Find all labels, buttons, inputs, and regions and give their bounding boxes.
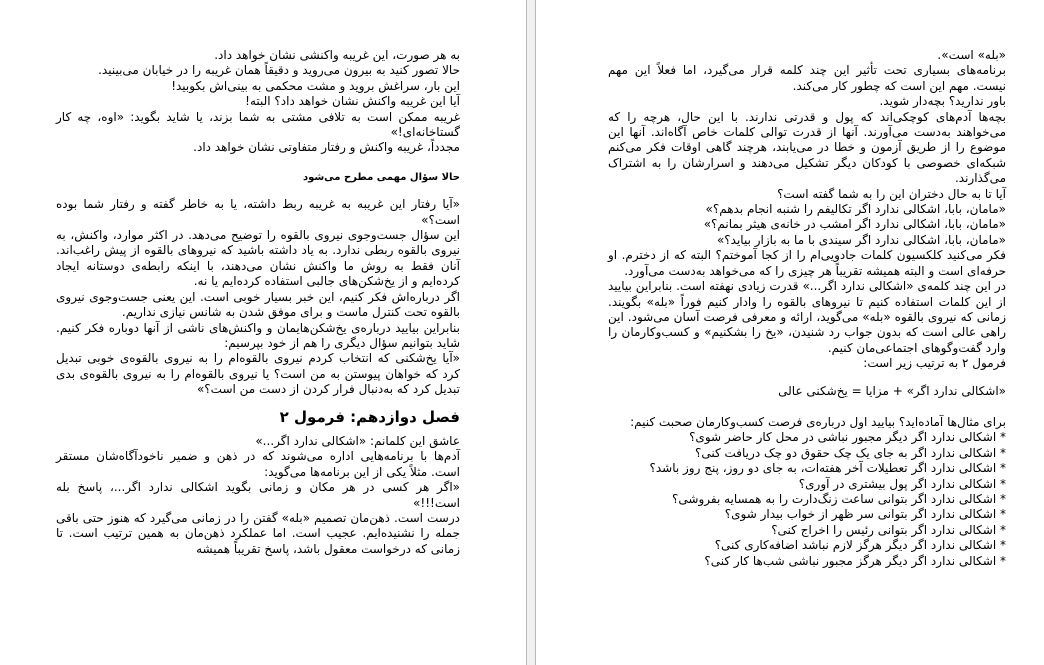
paragraph: آدم‌ها با برنامه‌هایی اداره می‌شوند که در ذهن و ضمیر ناخودآگاه‌شان مستقر است. مثلاً یکی از این برنامه‌ها می‌گوید: xyxy=(56,449,460,479)
quote-line: «مامان، بابا، اشکالی ندارد اگر امشب در خانه‌ی هیثر بمانم؟» xyxy=(703,217,1006,232)
paragraph: فرمول ۲ به ترتیب زیر است: xyxy=(863,356,1006,371)
right-page xyxy=(608,0,1006,665)
paragraph: باور ندارید؟ بچه‌دار شوید. xyxy=(879,94,1006,109)
paragraph: «اگر هر کسی در هر مکان و زمانی بگوید اشکالی ندارد اگر...، پاسخ بله است!!!» xyxy=(56,480,460,510)
paragraph: بچه‌ها آدم‌های کوچکی‌اند که پول و قدرتی ندارند. با این حال، هرچه را که می‌خواهند به‌دست می‌آورند. آنها از قدرت توالی کلمات خاص آگاه‌اند. آنها این موضوع را از طریق آزمون و خطا در می‌یابند، هرچند گاهی اوقات فکر می‌کنم شبکه‌ای خصوصی با کودکان دیگر تشکیل می‌دهند و اسرارشان را به اشتراک می‌گذارند. xyxy=(608,109,1006,186)
left-page xyxy=(56,0,460,665)
list-item: * اشکالی ندارد اگر دیگر هرگز مجبور نباشی شب‌ها کار کنی؟ xyxy=(704,553,1006,568)
paragraph: آیا تا به حال دختران این را به شما گفته است؟ xyxy=(777,186,1006,201)
section-subheading: حالا سؤال مهمی مطرح می‌شود xyxy=(302,171,460,183)
paragraph: برای مثال‌ها آماده‌اید؟ بیایید اول درباره‌ی فرصت کسب‌وکارمان صحبت کنیم: xyxy=(630,414,1006,429)
paragraph: عاشق این کلمانم: «اشکالی ندارد اگر...» xyxy=(255,433,460,448)
paragraph: آیا این غریبه واکنش نشان خواهد داد؟ البته! xyxy=(245,94,460,109)
formula-line: «اشکالی ندارد اگر» + مزایا = یخ‌شکنی عالی xyxy=(778,383,1006,398)
paragraph: فکر می‌کنید کلکسیون کلمات جادویی‌ام را از کجا آموختم؟ البته که از دخترم. او حرفه‌ای است و البته همیشه تقریباً هر چیزی را که می‌خواهد به‌دست می‌آورد. xyxy=(608,248,1006,278)
quote-line: «مامان، بابا، اشکالی ندارد اگر سیندی با ما به بازار بیاید؟» xyxy=(716,232,1006,247)
paragraph: مجدداً، غریبه واکنش و رفتار متفاوتی نشان خواهد داد. xyxy=(193,140,460,155)
paragraph: این سؤال جست‌وجوی نیروی بالقوه را توضیح می‌دهد. در اکثر موارد، واکنش، به نیروی بالقوه ربطی ندارد. به یاد داشته باشید که نیروهای بالقوه از پیش راغب‌اند. آنان فقط به روش ما واکنش نشان می‌دهند، با اینکه رابطه‌ی دوستانه ایجاد کرده‌ایم و از یخ‌شکن‌های جالبی استفاده کرده‌ایم یا نه. xyxy=(56,228,460,289)
list-item: * اشکالی ندارد اگر بتوانی ساعت زنگ‌دارت را به همسایه بفروشی؟ xyxy=(672,491,1006,506)
paragraph: بنابراین بیایید درباره‌ی یخ‌شکن‌هایمان و واکنش‌های ناشی از آنها دوباره فکر کنیم. شاید بتوانیم سؤال دیگری را هم از خود بپرسیم: xyxy=(56,320,460,350)
paragraph: غریبه ممکن است به تلافی مشتی به شما بزند، یا شاید بگوید: «اوه، چه کار گستاخانه‌ای!» xyxy=(56,109,460,140)
quote-line: «مامان، بابا، اشکالی ندارد اگر تکالیفم را شنبه انجام بدهم؟» xyxy=(705,202,1006,217)
paragraph: در این چند کلمه‌ی «اشکالی ندارد اگر...» قدرت زیادی نهفته است. بنابراین بیایید از این کلمات استفاده کنیم تا نیروهای بالقوه را وادار کنیم فوراً «بله» بگویند. زمانی که نیروی بالقوه «بله» می‌گوید، ارائه و معرفی فرصت آسان می‌شود. این راهی عالی است که بدون جواب رد شنیدن، «یخ را بشکنیم» و کسب‌وکارمان را وارد گفت‌وگوهای اجتماعی‌مان کنیم. xyxy=(608,279,1006,355)
paragraph: این بار، سراغش بروید و مشت محکمی به بینی‌اش بکوبید! xyxy=(171,78,460,93)
list-item: * اشکالی ندارد اگر بتوانی سر ظهر از خواب بیدار شوی؟ xyxy=(724,507,1006,522)
paragraph: «بله» است». xyxy=(937,48,1006,62)
page-gutter xyxy=(526,0,536,665)
list-item: * اشکالی ندارد اگر دیگر هرگز لازم نباشد اضافه‌کاری کنی؟ xyxy=(714,538,1006,553)
list-item: * اشکالی ندارد اگر بتوانی رئیس را اخراج کنی؟ xyxy=(771,522,1006,537)
list-item: * اشکالی ندارد اگر دیگر مجبور نباشی در محل کار حاضر شوی؟ xyxy=(689,430,1006,445)
paragraph: درست است. ذهن‌مان تصمیم «بله» گفتن را در زمانی می‌گیرد که هنوز حتی باقی جمله را نشنیده‌ایم. عجیب است. اما عملکرد ذهن‌مان به همین ترتیب است. تا زمانی که درخواست معقول باشد، پاسخ تقریباً همیشه xyxy=(56,510,460,556)
paragraph: اگر درباره‌اش فکر کنیم، این خبر بسیار خوبی است. این یعنی جست‌وجوی نیروی بالقوه تحت کنترل ماست و برای موفق شدن به شانس نیازی نداریم. xyxy=(56,289,460,320)
list-item: * اشکالی ندارد اگر پول بیشتری در آوری؟ xyxy=(798,476,1006,491)
list-item: * اشکالی ندارد اگر به جای یک چک حقوق دو چک دریافت کنی؟ xyxy=(694,445,1006,460)
paragraph: به هر صورت، این غریبه واکنشی نشان خواهد داد. xyxy=(214,48,460,62)
paragraph: «آیا یخ‌شکنی که انتخاب کردم نیروی بالقوه‌ام را به نیروی بالقوه‌ی خوبی تبدیل کرد که خواهان پیوستن به من است؟ یا نیروی بالقوه‌ام را به نیروی بالقوه‌ی بدی تبدیل کرد که به‌دنبال فرار کردن از دست من است؟» xyxy=(56,351,460,397)
paragraph: برنامه‌های بسیاری تحت تأثیر این چند کلمه قرار می‌گیرد، اما فعلاً این مهم نیست. مهم این است که چطور کار می‌کند. xyxy=(608,63,1006,93)
paragraph: حالا تصور کنید به بیرون می‌روید و دقیقاً همان غریبه را در خیابان می‌بینید. xyxy=(98,63,460,78)
list-item: * اشکالی ندارد اگر تعطیلات آخر هفته‌ات، به جای دو روز، پنج روز باشد؟ xyxy=(649,461,1006,476)
paragraph: «آیا رفتار این غریبه به غریبه ربط داشته، یا به خاطر گفته و رفتار شما بوده است؟» xyxy=(56,197,460,227)
chapter-title: فصل دوازدهم: فرمول ۲ xyxy=(279,407,460,426)
